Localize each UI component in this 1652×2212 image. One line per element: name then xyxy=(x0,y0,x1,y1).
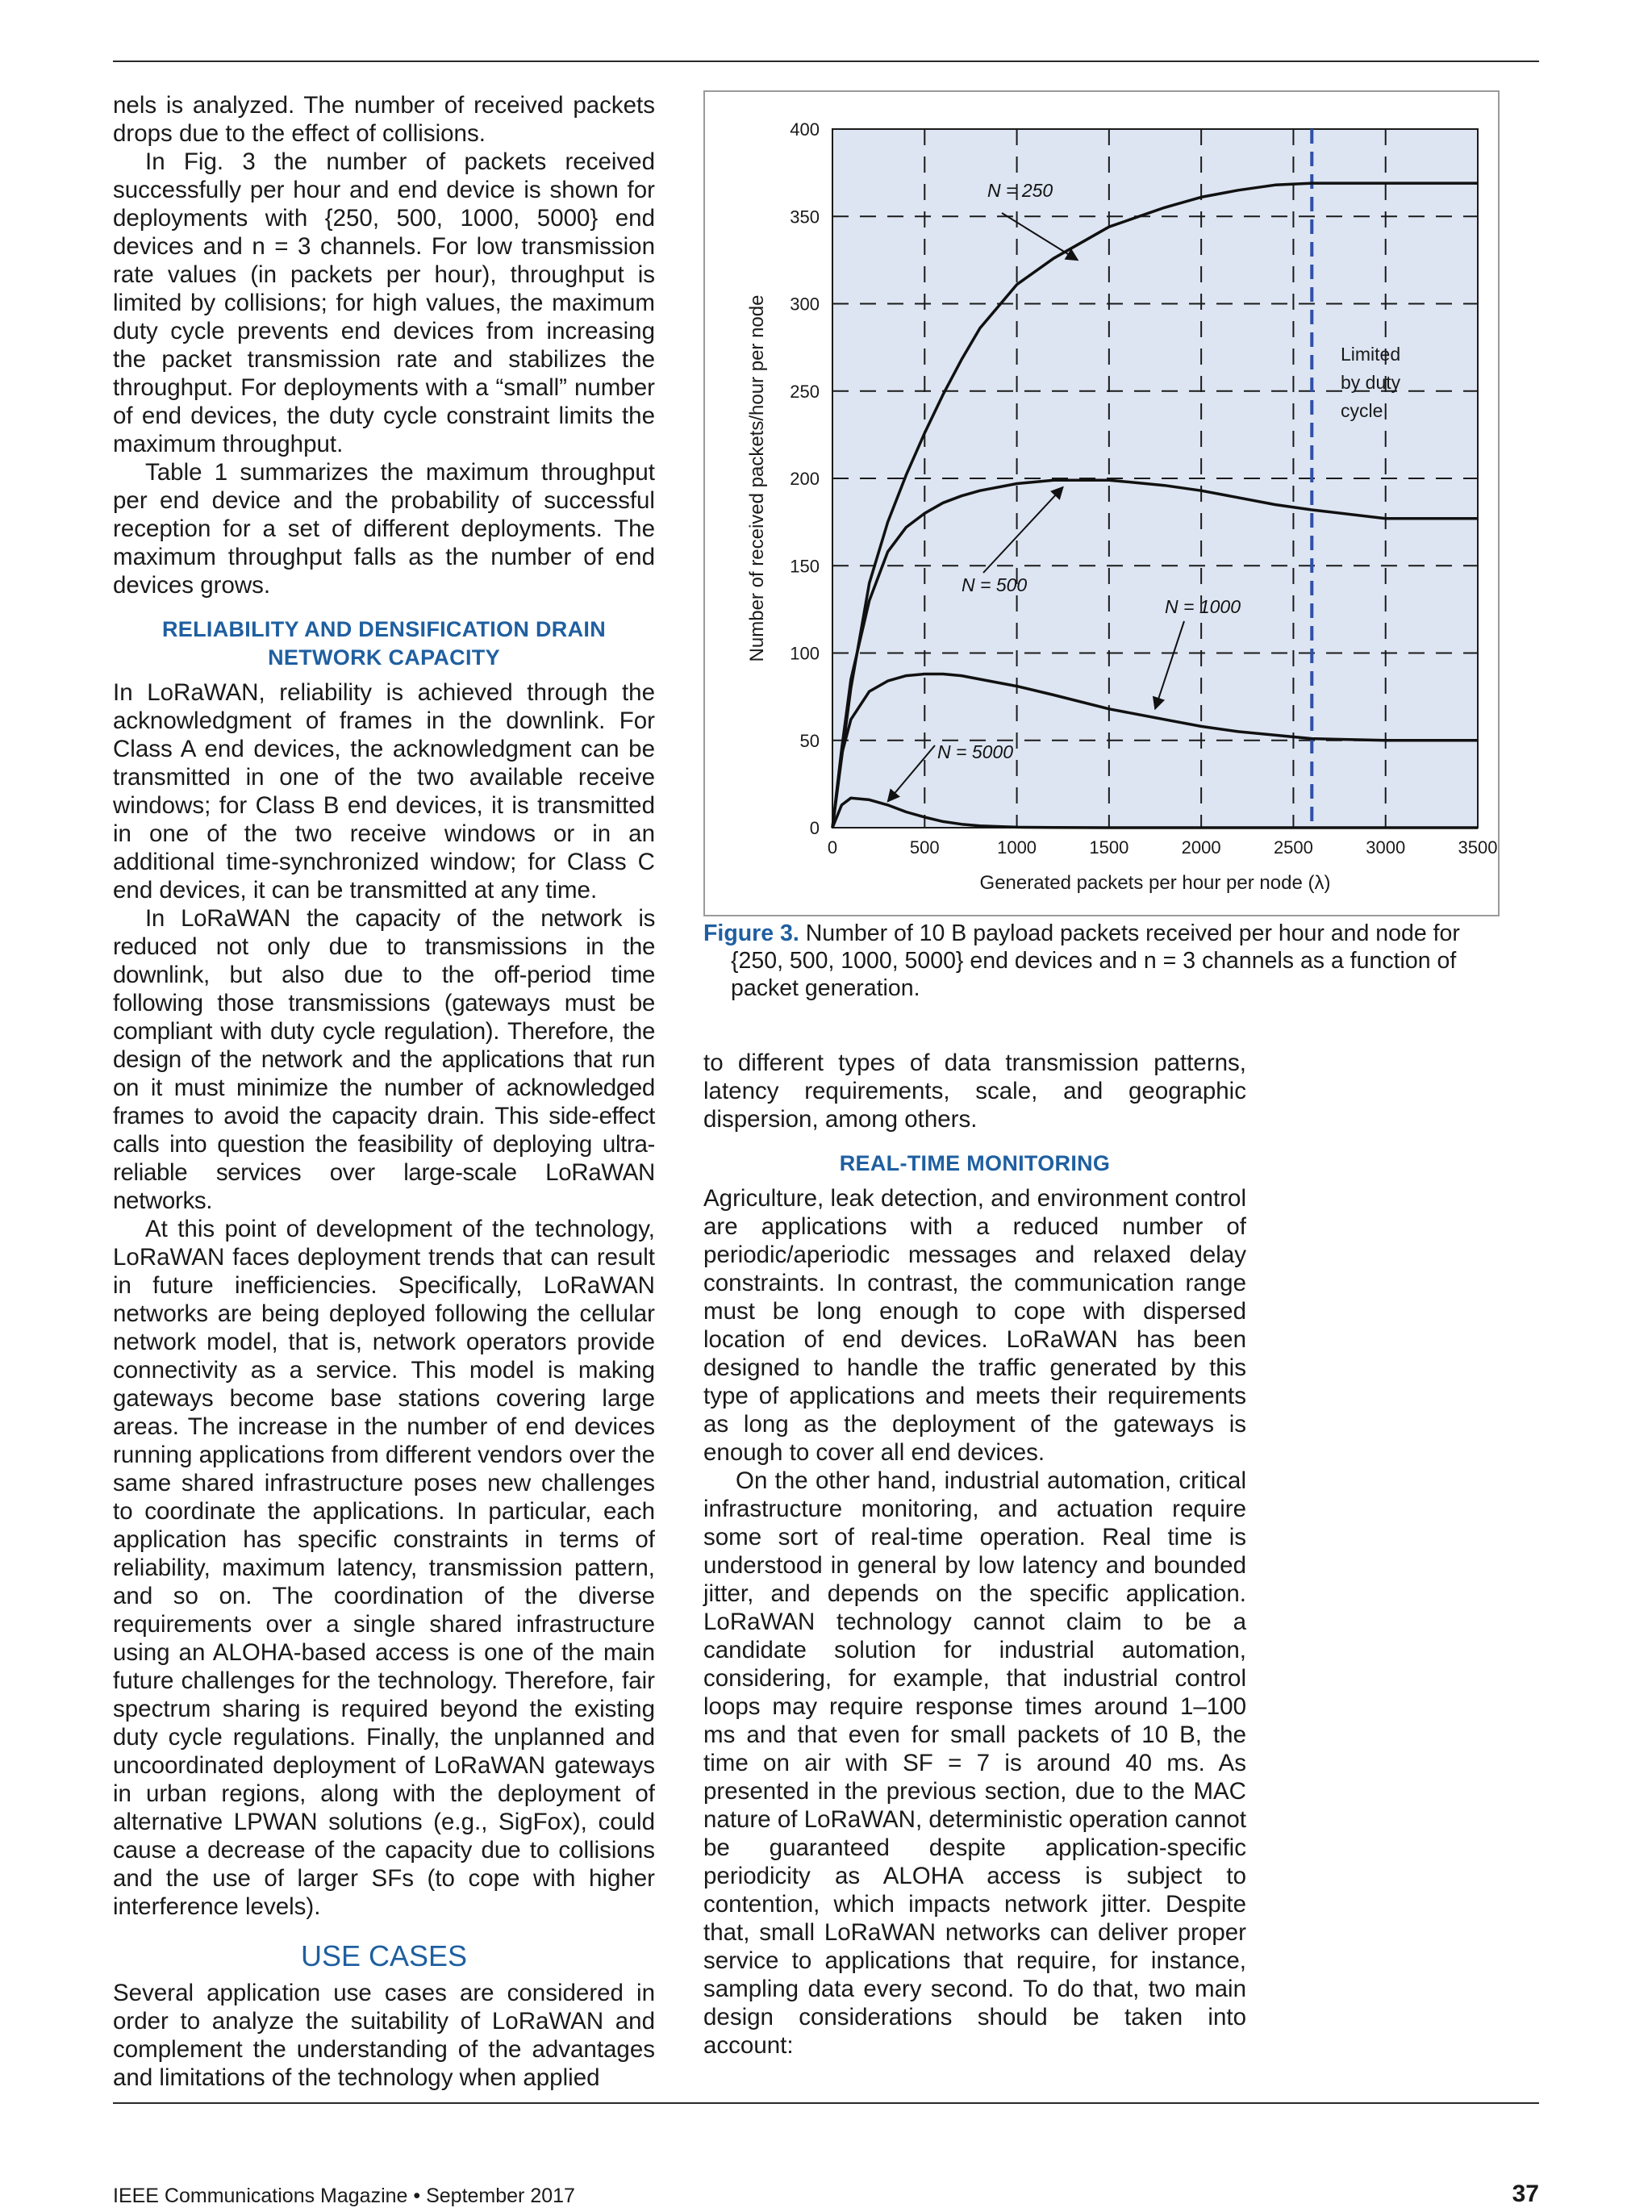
top-rule xyxy=(113,61,1539,62)
x-tick-label: 1500 xyxy=(1089,837,1129,858)
duty-cycle-label: Limited xyxy=(1341,344,1401,365)
right-paragraph-1: to different types of data transmission patterns, latency requirements, scale, and geographic dispersion, among others. xyxy=(703,1050,1246,1133)
x-axis-label: Generated packets per hour per node (λ) xyxy=(979,872,1331,894)
footer-journal: IEEE Communications Magazine • September 2017 xyxy=(113,2185,575,2207)
x-tick-label: 3000 xyxy=(1366,837,1406,858)
figure-3 xyxy=(703,90,1500,916)
left-paragraph-3: Table 1 summarizes the maximum throughput per end device and the probability of successful reception for a set of different deployments. The maximum throughput falls as the number of end devices grows. xyxy=(113,459,655,599)
duty-cycle-label: by duty xyxy=(1341,372,1401,393)
y-tick-label: 400 xyxy=(790,119,820,140)
y-tick-label: 150 xyxy=(790,556,820,577)
bottom-rule xyxy=(113,2102,1539,2104)
duty-cycle-label: cycle xyxy=(1341,400,1383,421)
y-tick-label: 50 xyxy=(799,730,820,751)
heading-use-cases: USE CASES xyxy=(300,1939,468,1972)
annotation-n5000-label: N = 5000 xyxy=(937,741,1013,762)
y-tick-label: 300 xyxy=(790,294,820,315)
annotation-n1000-label: N = 1000 xyxy=(1165,596,1241,617)
heading-real-time-monitoring: REAL-TIME MONITORING xyxy=(839,1151,1111,1175)
left-paragraph-1: nels is analyzed. The number of received packets drops due to the effect of collisions. xyxy=(113,92,655,147)
y-tick-label: 200 xyxy=(790,469,820,489)
x-tick-label: 2500 xyxy=(1273,837,1313,858)
x-tick-label: 500 xyxy=(909,837,940,858)
y-tick-label: 350 xyxy=(790,207,820,227)
y-tick-label: 0 xyxy=(809,818,820,838)
left-paragraph-5: In LoRaWAN the capacity of the network is reduced not only due to transmissions in the downlink, but also due to the off-period time following those transmissions (gateways must be compliant with duty cycle regulation). Therefore, the design of the network and the applications that run on it must minimize the number of acknowledged frames to avoid the capacity drain. This side-effect calls into question the feasibility of deploying ultra-reliable services over large-scale LoRaWAN networks. xyxy=(113,905,655,1214)
right-paragraph-2: Agriculture, leak detection, and environment control are applications with a reduced number of periodic/aperiodic messages and relaxed delay constraints. In contrast, the communication range must be long enough to cope with dispersed location of end devices. LoRaWAN has been designed to handle the traffic generated by this type of applications and meets their requirements as long as the deployment of the gateways is enough to cover all end devices. xyxy=(703,1185,1246,1466)
x-tick-label: 3500 xyxy=(1458,837,1498,858)
right-paragraph-3: On the other hand, industrial automation, critical infrastructure monitoring, and actuation require some sort of real-time operation. Real time is understood in general by low latency and bounded jitter, and depends on the specific application. LoRaWAN technology cannot claim to be a candidate solution for industrial automation, considering, for example, that industrial control loops may require response times around 1–100 ms and that even for small packets of 10 B, the time on air with SF = 7 is around 40 ms. As presented in the previous section, due to the MAC nature of LoRaWAN, deterministic operation cannot be guaranteed despite application-specific periodicity as ALOHA access is subject to contention, which impacts network jitter. Despite that, small LoRaWAN networks can deliver proper service to applications that require, for instance, sampling data every second. To do that, two main design considerations should be taken into account: xyxy=(703,1467,1246,2059)
heading-reliability xyxy=(113,616,655,672)
heading-reliability-line-1: RELIABILITY AND DENSIFICATION DRAIN xyxy=(162,617,606,641)
caption-rest: {250, 500, 1000, 5000} end devices and n = 3 channels as a function of packet generation. xyxy=(731,948,1457,1001)
y-tick-label: 100 xyxy=(790,643,820,664)
x-tick-label: 1000 xyxy=(997,837,1037,858)
figure-label: Figure 3. xyxy=(703,920,799,946)
annotation-n500-label: N = 500 xyxy=(962,574,1028,595)
left-paragraph-7: Several application use cases are considered in order to analyze the suitability of LoRaWAN and complement the understanding of the advantages and limitations of the technology when applied xyxy=(113,1980,655,2091)
right-column xyxy=(703,1049,1246,2060)
figure-caption xyxy=(703,920,1499,1002)
y-tick-label: 250 xyxy=(790,381,820,402)
x-tick-label: 2000 xyxy=(1181,837,1221,858)
left-paragraph-4: In LoRaWAN, reliability is achieved through the acknowledgment of frames in the downlink. For Class A end devices, the acknowledgment can be transmitted in one of the two available receive windows; for Class B end devices, it is transmitted in one of the two receive windows or in an additional time-synchronized window; for Class C end devices, it can be transmitted at any time. xyxy=(113,679,655,904)
chart xyxy=(705,92,1498,915)
left-paragraph-6: At this point of development of the technology, LoRaWAN faces deployment trends that can result in future inefficiencies. Specifically, LoRaWAN networks are being deployed following the cellular network model, that is, network operators provide connectivity as a service. This model is making gateways become base stations covering large areas. The increase in the number of end devices running applications from different vendors over the same shared infrastructure poses new challenges to coordinate the applications. In particular, each application has specific constraints in terms of reliability, maximum latency, transmission pattern, and so on. The coordination of the diverse requirements over a single shared infrastructure using an ALOHA-based access is one of the main future challenges for the technology. Therefore, fair spectrum sharing is required beyond the existing duty cycle regulations. Finally, the unplanned and uncoordinated deployment of LoRaWAN gateways in urban regions, along with the deployment of alternative LPWAN solutions (e.g., SigFox), could cause a decrease of the capacity due to collisions and the use of larger SFs (to cope with higher interference levels). xyxy=(113,1216,655,1920)
y-axis-label: Number of received packets/hour per node xyxy=(746,294,768,662)
heading-reliability-line-2: NETWORK CAPACITY xyxy=(268,645,500,670)
caption-line-1: Number of 10 B payload packets received per hour and node for xyxy=(805,920,1460,946)
annotation-n250-label: N = 250 xyxy=(987,180,1053,201)
left-column xyxy=(113,91,655,2092)
x-tick-label: 0 xyxy=(827,837,838,858)
page-number: 37 xyxy=(1512,2181,1539,2207)
left-paragraph-2: In Fig. 3 the number of packets received successfully per hour and end device is shown for deployments with {250, 500, 1000, 5000} end devices and n = 3 channels. For low transmission rate values (in packets per hour), throughput is limited by collisions; for high values, the maximum duty cycle prevents end devices from increasing the packet transmission rate and stabilizes the throughput. For deployments with a “small” number of end devices, the duty cycle constraint limits the maximum throughput. xyxy=(113,148,655,457)
